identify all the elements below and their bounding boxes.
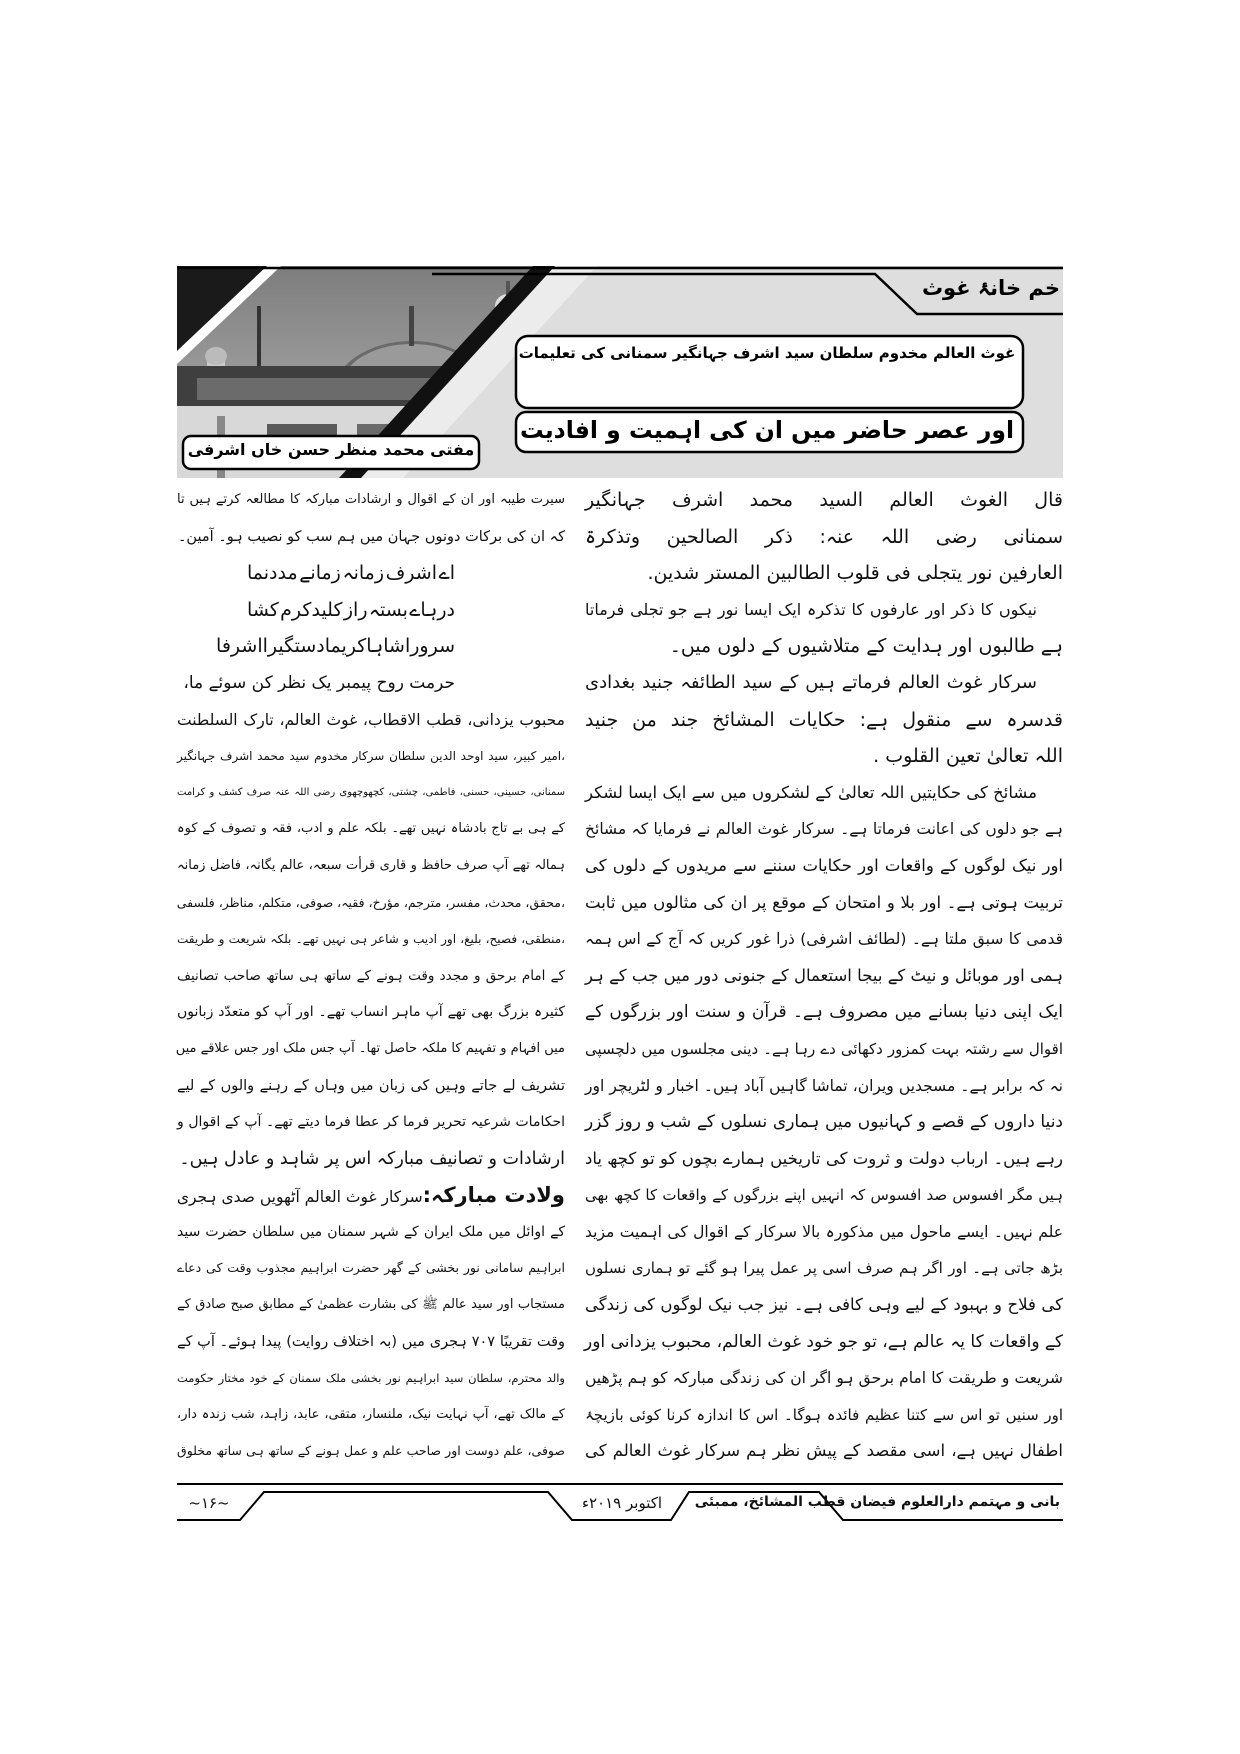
paragraph-line: بڑھ جاتی ہے۔ اور اگر ہم صرف اسی پر عمل پیرا ہو گئے تو ہماری نسلوں — [585, 1259, 1063, 1278]
paragraph-line: ہے جو دلوں کی اعانت فرماتا ہے۔ سرکار غوث العالم نے فرمایا کہ مشائخ — [585, 820, 1063, 839]
paragraph-line: سیرت طیبہ اور ان کے اقوال و ارشادات مبارکہ کا مطالعہ کرتے ہیں تا — [177, 492, 565, 507]
paragraph-line: اقوال سے رشتہ بہت کمزور دکھائی دے رہا ہے۔ دینی مجلسوں میں دلچسپی — [585, 1039, 1063, 1058]
left-column — [177, 482, 565, 1470]
poem-line — [177, 592, 565, 629]
paragraph-line: علم نہیں۔ ایسے ماحول میں مذکورہ بالا سرکار کے اقوال کی اہمیت مزید — [585, 1222, 1063, 1241]
paragraph-line: سمنانی رضی اللہ عنہ: ذکر الصالحین وتذکرۃ — [585, 525, 1063, 548]
paragraph-line: کثیرہ بزرگ بھی تھے آپ ماہر انساب تھے۔ اور آپ کو متعدّد زبانوں — [177, 1004, 565, 1021]
poem-word: زمانہ — [342, 562, 384, 585]
paragraph-line: اور نیک لوگوں کے واقعات اور حکایات سننے سے مریدوں کے دلوں کی — [585, 855, 1063, 875]
poem-word: اشرفا — [216, 635, 263, 658]
paragraph-line: ابراہیم سامانی نور بخشی کے گھر حضرت ابراہیم مجذوب وقت کی دعاے — [177, 1260, 565, 1276]
section-label: خم خانۂ غوث — [921, 276, 1060, 300]
paragraph-line: صوفی، علم دوست اور صاحب علم و عمل ہونے کے ساتھ ہی ساتھ مخلوق — [177, 1443, 565, 1459]
poem-line — [177, 628, 565, 665]
poem-line — [177, 555, 565, 592]
poem-word: کلیدکرم — [280, 598, 343, 621]
paragraph-line: محبوب یزدانی، قطب الاقطاب، غوث العالم، تارک السلطنت — [177, 710, 565, 729]
paragraph-line: ،محقق، محدث، مفسر، مترجم، مؤرخ، فقیہ، صوفی، متکلم، مناظر، فلسفی — [176, 894, 565, 910]
paragraph-line: ایک اپنی دنیا بسانے میں مصروف ہے۔ قرآن و سنت اور بزرگوں کے — [585, 1002, 1063, 1023]
paragraph-line: احکامات شرعیہ تحریر فرما کر عطا فرما دیتے تھے۔ آپ کے اقوال و — [177, 1114, 565, 1131]
paragraph-line: ،منطقی، فصیح، بلیغ، اور ادیب و شاعر ہی نہیں تھے۔ بلکہ شریعت و طریقت — [177, 932, 565, 947]
paragraph-line: ہیں مگر افسوس صد افسوس کہ انہیں اپنے بزرگوں کے واقعات کا کچھ بھی — [585, 1186, 1063, 1205]
poem-word: حرمت روح پیمبر یک نظر کن سوئے ما، — [183, 672, 455, 693]
paragraph-line: ،امیر کبیر، سید اوحد الدین سلطان سرکار مخدوم سید محمد اشرف جہانگیر — [177, 749, 565, 764]
paragraph-line: اللہ تعالیٰ تعین القلوب . — [873, 745, 1063, 768]
paragraph-line: نیکوں کا ذکر اور عارفوں کا تذکرہ ایک ایسا نور ہے جو تجلی فرماتا — [585, 599, 1037, 619]
poem-line — [177, 665, 565, 702]
paragraph-line: تربیت ہوتی ہے۔ اور بلا و امتحان کے موقع پر ان کی مثالوں میں ثابت — [585, 892, 1063, 912]
paragraph-line: شریعت و طریقت کا امام برحق ہو اگر ان کی زندگی مبارکہ کو ہم پڑھیں — [585, 1369, 1063, 1388]
paragraph-line: مشائخ کی حکایتیں اللہ تعالیٰ کے لشکروں میں سے ایک ایسا لشکر — [585, 782, 1037, 802]
article-title: غوث العالم مخدوم سلطان سید اشرف جہانگیر سمنانی کی تعلیمات — [518, 344, 1016, 362]
paragraph-line: کے اوائل میں ملک ایران کے شہر سمنان میں سلطان حضرت سید — [177, 1223, 565, 1240]
paragraph-line: قدسرہ سے منقول ہے: حکایات المشائخ جند من جنید — [585, 708, 1063, 731]
paragraph-line: میں افہام و تفہیم کا ملکہ حاصل تھا۔ آپ جس ملک اور جس علاقے میں — [175, 1040, 565, 1056]
paragraph-line: مستجاب اور سید عالم ﷺ کی بشارت عظمیٰ کے مطابق صبح صادق کے — [177, 1297, 565, 1313]
birth-section-heading: ولادت مبارکہ: — [422, 1183, 565, 1208]
poem-word: کشا — [247, 598, 279, 621]
paragraph-line: ارشادات و تصانیف مبارکہ اس پر شاہد و عادل ہیں۔ — [179, 1148, 565, 1169]
paragraph-line: کے ہی بے تاج بادشاہ نہیں تھے۔ بلکہ علم و ادب، فقہ و تصوف کے کوہ — [177, 821, 565, 837]
paragraph-line: ہے طالبوں اور ہدایت کے متلاشیوں کے دلوں میں۔ — [669, 635, 1063, 658]
poem-word: دستگیرا — [262, 635, 325, 658]
paragraph-line: رہے ہیں۔ ارباب دولت و ثروت کی تاریخیں ہمارے بچوں کو تو کچھ یاد — [585, 1148, 1063, 1168]
author-name: مفتی محمد منظر حسن خاں اشرفی — [187, 440, 475, 459]
poem-word: اے — [438, 562, 455, 585]
paragraph-line: اور سنیں تو اس سے کتنا عظیم فائدہ ہوگا۔ اس کا اندازہ کرنا کوئی بازیچۂ — [585, 1405, 1063, 1424]
paragraph-line: قال الغوث العالم السید محمد اشرف جہانگیر — [585, 489, 1063, 511]
poem-word: راز — [343, 598, 368, 621]
paragraph-line: العارفین نور یتجلی فی قلوب الطالبین المستر شدین. — [647, 562, 1063, 585]
poem-word: زمانے — [299, 562, 341, 585]
poem-word: شاہاکریما — [324, 635, 405, 658]
poem-word: بستہ — [368, 598, 408, 621]
paragraph-line: نہ کہ برابر ہے۔ مسجدیں ویران، تماشا گاہیں آباد ہیں۔ اخبار و لٹریچر اور — [585, 1076, 1063, 1095]
right-column — [585, 482, 1063, 1470]
paragraph-line: قدمی کا سبق ملتا ہے۔ (لطائف اشرفی) ذرا غور کریں کہ آج کے اس ہمہ — [585, 930, 1063, 949]
footer-publisher: بانی و مہتمم دارالعلوم فیضان قطب المشائخ، ممبئی — [694, 1494, 1060, 1510]
paragraph-line: تشریف لے جاتے وہیں کی زبان میں وہاں کے رہنے والوں کے لیے — [177, 1077, 565, 1094]
paragraph-line: کی فلاح و بہبود کے لیے وہی کافی ہے۔ نیز جب نیک لوگوں کی زندگی — [585, 1295, 1063, 1315]
paragraph-line: ہمی اور موبائل و نیٹ کے بیجا استعمال کے جنونی دور میں جب کے ہر — [585, 965, 1063, 985]
poem-word: مددنما — [247, 562, 298, 585]
issue-date: اکتوبر ۲۰۱۹ء — [581, 1494, 663, 1512]
article-subtitle: اور عصر حاضر میں ان کی اہمیت و افادیت — [519, 416, 1015, 444]
paragraph-line: وقت تقریبًا ۷۰۷ ہجری میں (بہ اختلاف روایت) پیدا ہوئے۔ آپ کے — [177, 1333, 565, 1350]
paragraph-line: کے امام برحق و مجدد وقت ہونے کے ساتھ ہی ساتھ صاحب تصانیف — [177, 967, 565, 984]
section-heading-line — [177, 1177, 565, 1214]
paragraph-line: والد محترم، سلطان سید ابراہیم نور بخشی ملک سمنان کے خود مختار حکومت — [177, 1371, 565, 1386]
page-number: ~۱۶~ — [188, 1494, 230, 1512]
paragraph-line: کے مالک تھے، آپ نہایت نیک، ملنسار، متقی، عابد، زاہد، شب زندہ دار، — [177, 1406, 565, 1422]
poem-word: درہاے — [409, 598, 455, 621]
paragraph-line: سرکار غوث العالم فرماتے ہیں کے سید الطائفہ جنید بغدادی — [585, 671, 1037, 693]
poem-word: سرورا — [404, 635, 455, 658]
heading-continuation: سرکار غوث العالم آٹھویں صدی ہجری — [176, 1188, 423, 1207]
paragraph-line: کے واقعات کا یہ عالم ہے، تو جو خود غوث العالم، محبوب یزدانی اور — [584, 1331, 1063, 1352]
paragraph-line: سمنانی، حسینی، حسنی، فاطمی، چشتی، کچھوچھوی رضی اللہ عنہ صرف کشف و کرامت — [177, 786, 565, 798]
paragraph-line: دنیا داروں کے قصے و کہانیوں میں ہماری نسلوں کے شب و روز گزر — [585, 1112, 1063, 1133]
paragraph-line: ہمالہ تھے آپ صرف حافظ و قاری قرأت سبعہ، عالم یگانہ، فاضل زمانہ — [177, 857, 565, 873]
poem-word: اشرف — [385, 562, 437, 585]
paragraph-line: اطفال نہیں ہے، اسی مقصد کے پیش نظر ہم سرکار غوث العالم کی — [585, 1441, 1063, 1461]
paragraph-line: کہ ان کی برکات دونوں جہان میں ہم سب کو نصیب ہو۔ آمین۔ — [177, 528, 565, 545]
